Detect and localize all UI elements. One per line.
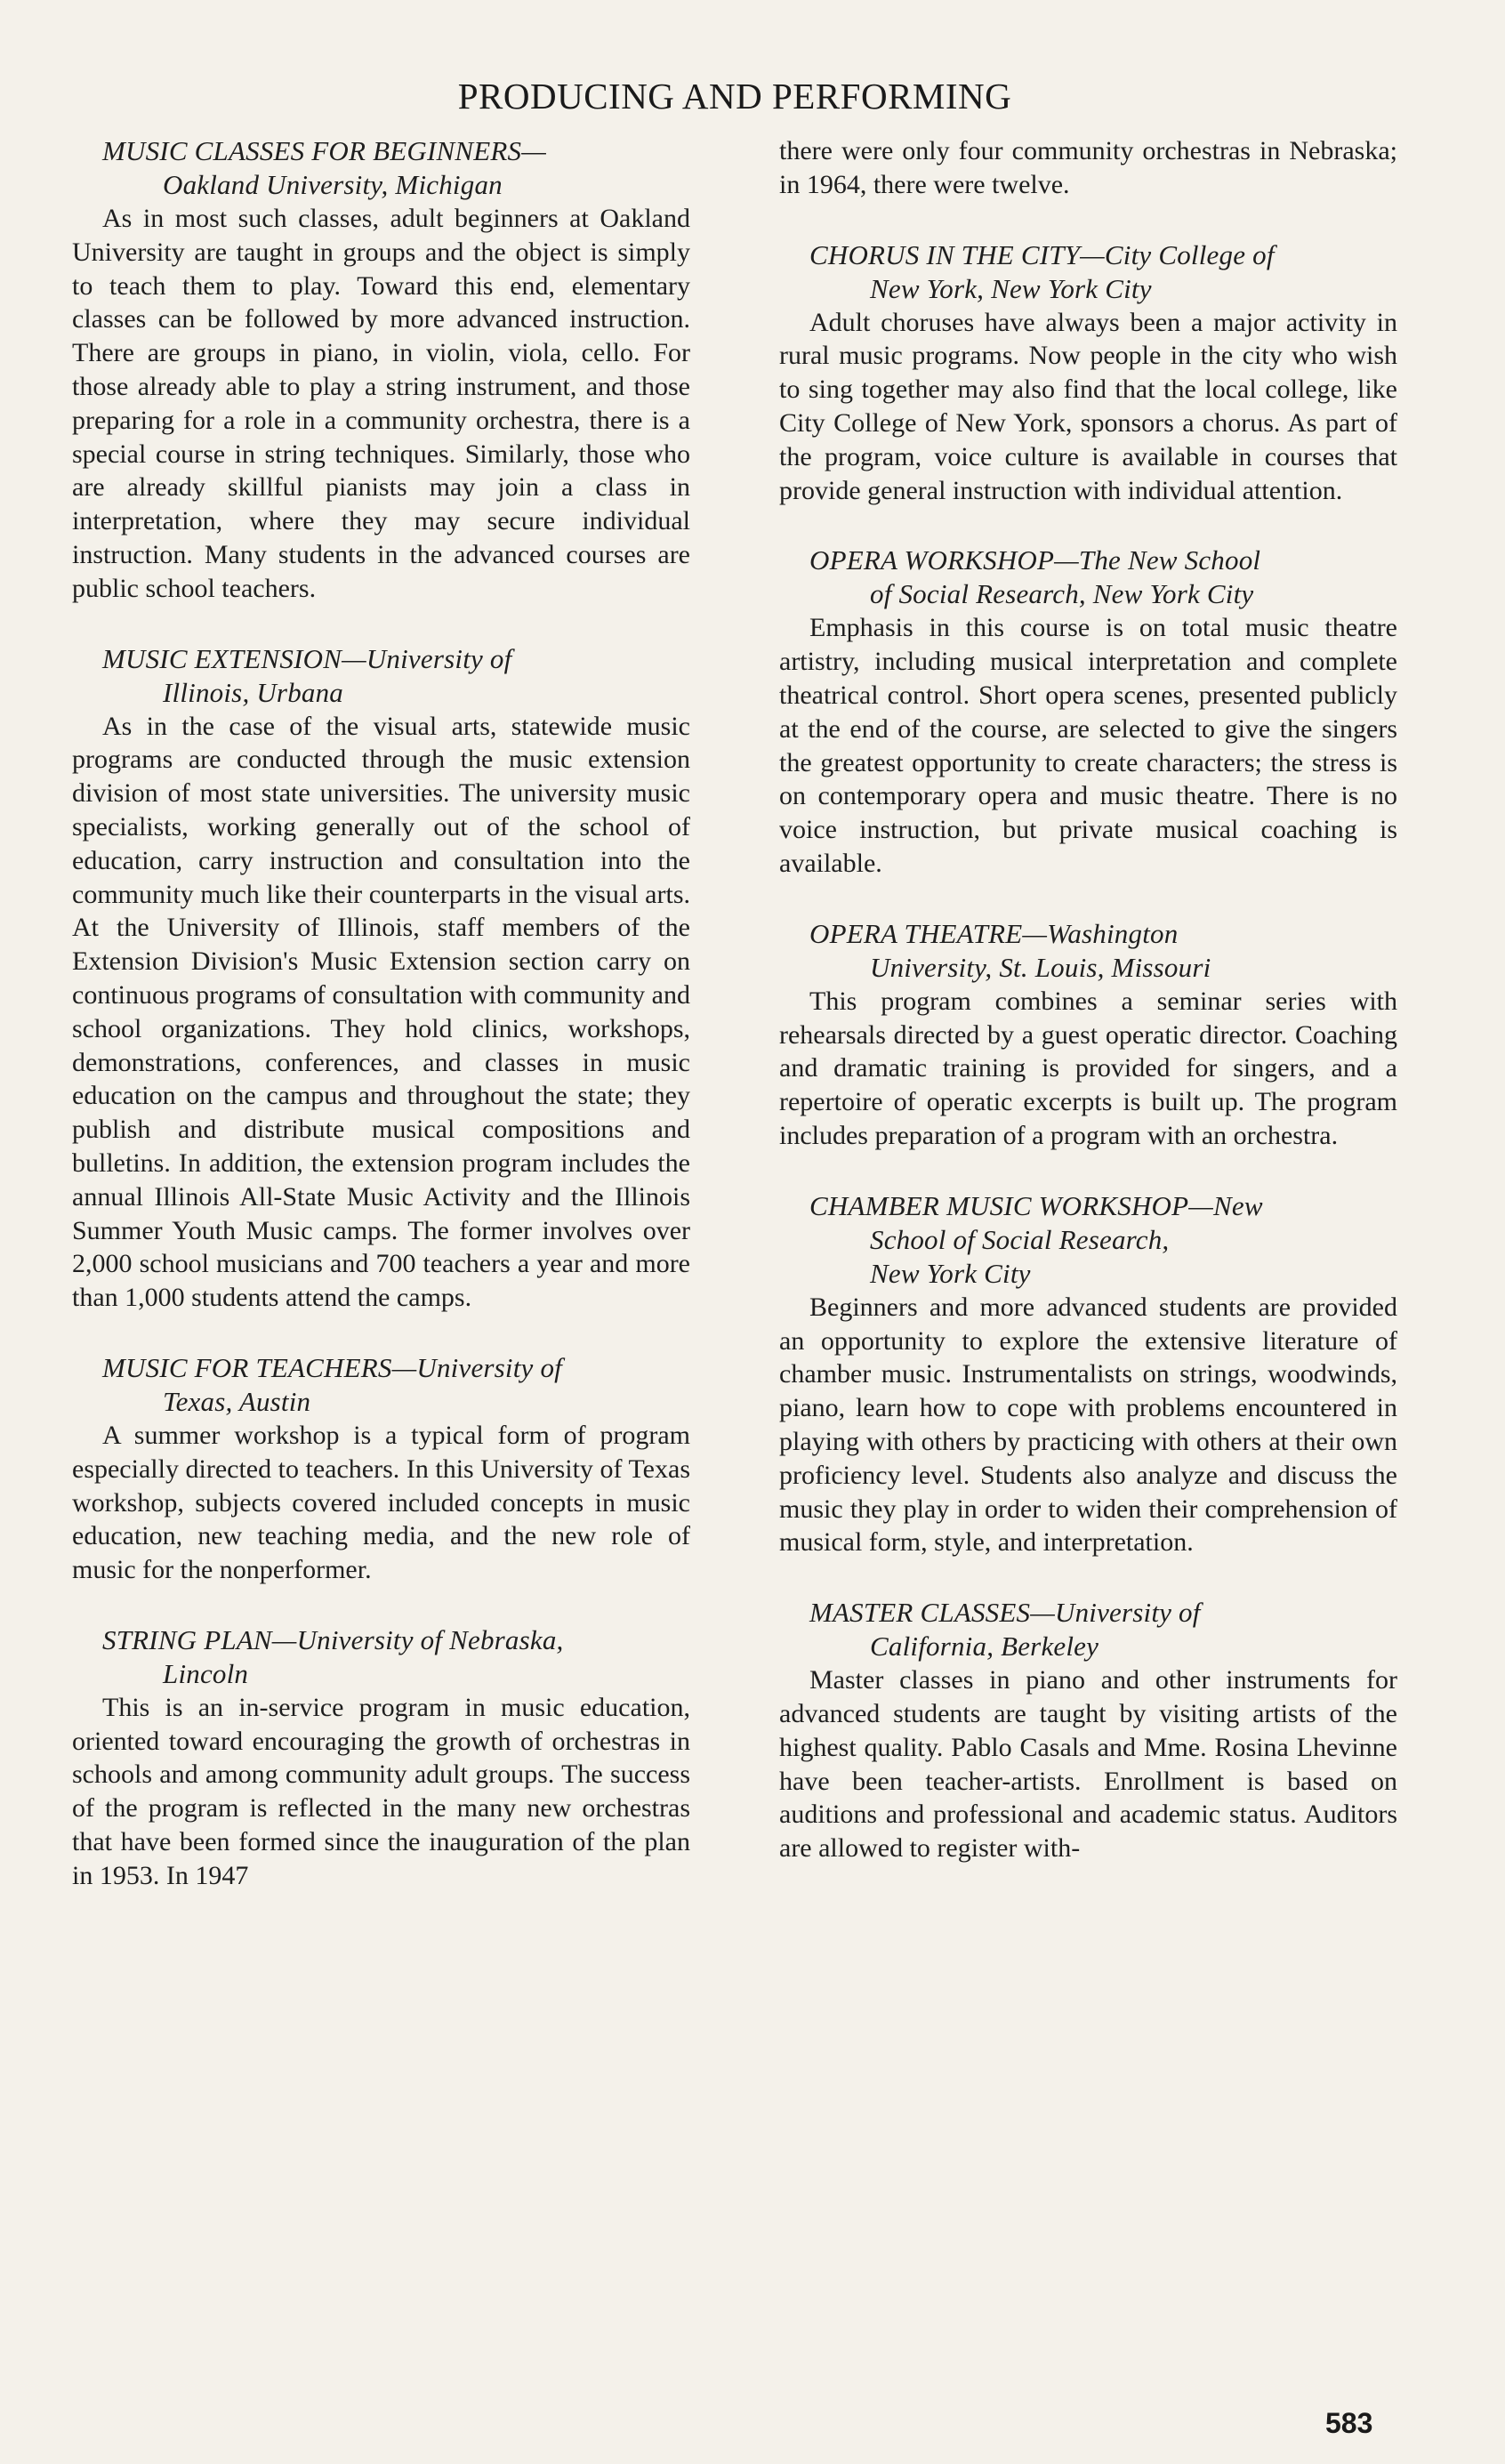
section-body: Adult choruses have always been a major activity in rural music programs. Now people in the city who wish to sing together may also find that the local college, like City College of New York, sponsors a chorus. As part of the program, voice culture is available in courses that provide general instruction with individual attention. (779, 307, 1397, 505)
section-heading (779, 1189, 1397, 1291)
heading-line-2: Lincoln (163, 1657, 249, 1689)
heading-line-2: of Social Research, New York City (870, 578, 1254, 610)
right-column (779, 134, 1397, 1902)
section-body: This is an in-service program in music education, oriented toward encouraging the growth of orchestras in schools and among community adult groups. The success of the program is reflected in the many new orchestras that have been formed since the inauguration of the plan in 1953. In 1947 (72, 1692, 690, 1890)
heading-line-2: Oakland University, Michigan (163, 169, 503, 200)
heading-line-1: CHAMBER MUSIC WORKSHOP—New (809, 1189, 1263, 1221)
heading-line-2: California, Berkeley (870, 1631, 1099, 1663)
heading-line-2: University, St. Louis, Missouri (870, 951, 1211, 983)
section-string-plan-continued (779, 134, 1397, 202)
section-body: This program combines a seminar series with rehearsals directed by a guest operatic director. Coaching and dramatic training is provided for singers, and a repertoire of operatic excerpts is built up. The program includes preparation of a program with an orchestra. (779, 986, 1397, 1150)
section-heading (72, 134, 690, 202)
section-opera-workshop (779, 544, 1397, 880)
section-body: Emphasis in this course is on total music theatre artistry, including musical interpretation and complete theatrical control. Short opera scenes, presented publicly at the end of the course, are selected to give the singers the greatest opportunity to create characters; the stress is on contemporary opera and music theatre. There is no voice instruction, but private musical coaching is available. (779, 613, 1397, 878)
section-body: Master classes in piano and other instruments for advanced students are taught by visiting artists of the highest quality. Pablo Casals and Mme. Rosina Lhevinne have been teacher-artists. Enrollment is based on auditions and professional and academic status. Auditors are allowed to register with- (779, 1665, 1397, 1864)
section-heading (72, 1623, 690, 1691)
heading-line-1: MUSIC CLASSES FOR BEGINNERS— (102, 135, 546, 166)
section-heading (779, 1596, 1397, 1663)
section-body: As in the case of the visual arts, statewide music programs are conducted through the music extension division of most state universities. The university music specialists, working generally out of the school of education, carry instruction and consultation into the community much like their counterparts in the visual arts. At the University of Illinois, staff members of the Extension Division's Music Extension section carry on continuous programs of consultation with community and school organizations. They hold clinics, workshops, demonstrations, conferences, and classes in music education on the campus and throughout the state; they publish and distribute musical compositions and bulletins. In addition, the extension program includes the annual Illinois All-State Music Activity and the Illinois Summer Youth Music camps. The former involves over 2,000 school musicians and 700 teachers a year and more than 1,000 students attend the camps. (72, 711, 690, 1313)
left-column (72, 134, 690, 1929)
section-master-classes (779, 1596, 1397, 1865)
section-heading (72, 1351, 690, 1419)
heading-line-2: Illinois, Urbana (163, 676, 343, 708)
heading-line-2: Texas, Austin (163, 1385, 311, 1417)
continued-text: there were only four community orchestras in Nebraska; in 1964, there were twelve. (779, 136, 1397, 199)
heading-line-2: School of Social Research, (870, 1223, 1170, 1255)
running-head: PRODUCING AND PERFORMING (457, 76, 1012, 117)
heading-line-3: New York City (870, 1257, 1031, 1289)
section-string-plan (72, 1623, 690, 1893)
section-chorus-in-the-city (779, 238, 1397, 508)
section-opera-theatre (779, 917, 1397, 1153)
section-heading (779, 917, 1397, 985)
section-heading (72, 642, 690, 710)
heading-line-1: STRING PLAN—University of Nebraska, (102, 1623, 564, 1655)
heading-line-1: CHORUS IN THE CITY—City College of (809, 238, 1275, 270)
heading-line-1: MASTER CLASSES—University of (809, 1597, 1201, 1629)
heading-line-1: OPERA WORKSHOP—The New School (809, 544, 1261, 576)
section-chamber-music-workshop (779, 1189, 1397, 1559)
section-body: Beginners and more advanced students are provided an opportunity to explore the extensive literature of chamber music. Instrumentalists on strings, woodwinds, piano, learn how to cope with problems encountered in playing with others by practicing with others at their own proficiency level. Students also analyze and discuss the music they play in order to widen their comprehension of musical form, style, and interpretation. (779, 1292, 1397, 1558)
section-heading (779, 544, 1397, 611)
heading-line-1: OPERA THEATRE—Washington (809, 917, 1179, 949)
heading-line-2: New York, New York City (870, 272, 1152, 304)
section-music-for-teachers (72, 1351, 690, 1587)
section-music-extension (72, 642, 690, 1315)
section-body: A summer workshop is a typical form of program especially directed to teachers. In this University of Texas workshop, subjects covered included concepts in music education, new teaching media, and the new role of music for the nonperformer. (72, 1420, 690, 1585)
section-heading (779, 238, 1397, 306)
page-number: 583 (1325, 2407, 1373, 2439)
section-music-classes-beginners (72, 134, 690, 606)
section-body: As in most such classes, adult beginners at Oakland University are taught in groups and the object is simply to teach them to play. Toward this end, elementary classes can be followed by more advanced instruction. There are groups in piano, in violin, viola, cello. For those already able to play a string instrument, and those preparing for a role in a community orchestra, there is a special course in string techniques. Similarly, those who are already skillful pianists may join a class in interpretation, where they may secure individual instruction. Many students in the advanced courses are public school teachers. (72, 204, 690, 603)
heading-line-1: MUSIC EXTENSION—University of (102, 642, 512, 674)
heading-line-1: MUSIC FOR TEACHERS—University of (102, 1351, 562, 1383)
